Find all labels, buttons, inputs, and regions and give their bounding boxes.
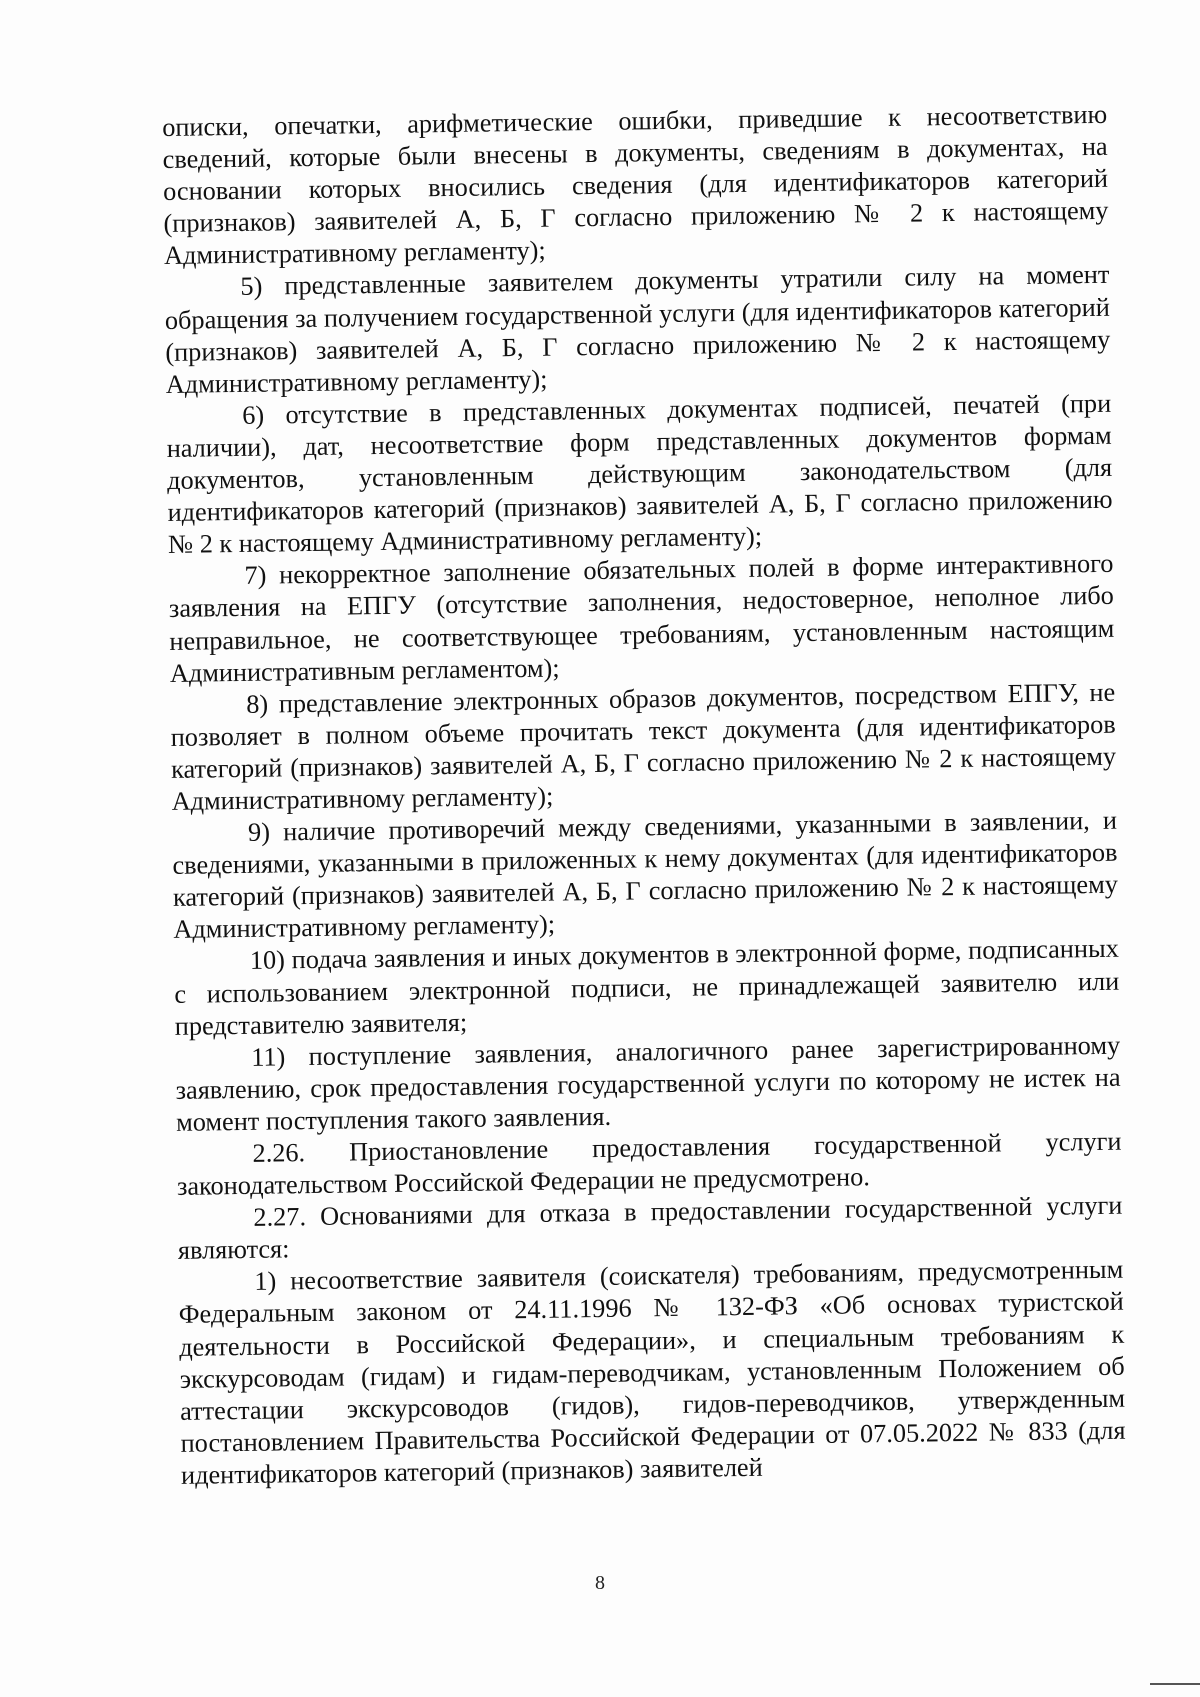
paragraph-item-7: 7) некорректное заполнение обязательных полей в форме интерактивного заявления на ЕПГУ (отсутствие заполнения, недостоверное, неполное либо неправильное, не соответствующее требованиям, установленным настоящим Административным регламентом); xyxy=(168,549,1115,688)
paragraph-item-5: 5) представленные заявителем документы утратили силу на момент обращения за получением государственной услуги (для идентификаторов категорий (признаков) заявителей А, Б, Г согласно приложению № 2 к настоящему Административному регламенту); xyxy=(164,260,1111,399)
paragraph-section-2-27: 2.27. Основаниями для отказа в предоставлении государственной услуги являются: xyxy=(177,1190,1123,1266)
page-number: 8 xyxy=(595,1572,605,1594)
paragraph-continuation: описки, опечатки, арифметические ошибки, приведшие к несоответствию сведений, которые были внесены в документы, сведениям в документах, на основании которых вносились сведения (для идентификаторов категорий (признаков) заявителей А, Б, Г согласно приложению № 2 к настоящему Административному регламенту); xyxy=(162,99,1109,271)
paragraph-item-11: 11) поступление заявления, аналогичного ранее зарегистрированному заявлению, срок предоставления государственной услуги по которому не истек на момент поступления такого заявления. xyxy=(175,1030,1121,1137)
paragraph-section-2-26: 2.26. Приостановление предоставления государственной услуги законодательством Российской Федерации не предусмотрено. xyxy=(176,1126,1122,1201)
scan-edge-line xyxy=(1150,1683,1200,1685)
paragraph-item-9: 9) наличие противоречий между сведениями, указанными в заявлении, и сведениями, указанными в приложенных к нему документах (для идентификаторов категорий (признаков) заявителей А, Б, Г согласно приложению № 2 к настоящему Административному регламенту); xyxy=(172,805,1119,945)
paragraph-refusal-item-1: 1) несоответствие заявителя (соискателя) требованиям, предусмотренным Федеральным законом от 24.11.1996 № 132-ФЗ «Об основах туристской деятельности в Российской Федерации», и специальным требованиям к экскурсоводам (гидам) и гидам-переводчикам, установленным Положением об аттестации экскурсоводов (гидов), гидов-переводчиков, утвержденным постановлением Правительства Российской Федерации от 07.05.2022 № 833 (для идентификаторов категорий (признаков) заявителей xyxy=(178,1255,1126,1490)
document-body xyxy=(162,99,1126,1492)
paragraph-item-10: 10) подача заявления и иных документов в электронной форме, подписанных с использованием электронной подписи, не принадлежащей заявителю или представителю заявителя; xyxy=(174,934,1120,1041)
paragraph-item-6: 6) отсутствие в представленных документах подписей, печатей (при наличии), дат, несоответствие форм представленных документов формам документов, установленным действующим законодательством (для идентификаторов категорий (признаков) заявителей А, Б, Г согласно приложению № 2 к настоящему Административному регламенту); xyxy=(166,388,1113,560)
paragraph-item-8: 8) представление электронных образов документов, посредством ЕПГУ, не позволяет в полном объеме прочитать текст документа (для идентификаторов категорий (признаков) заявителей А, Б, Г согласно приложению № 2 к настоящему Административному регламенту); xyxy=(170,677,1117,816)
